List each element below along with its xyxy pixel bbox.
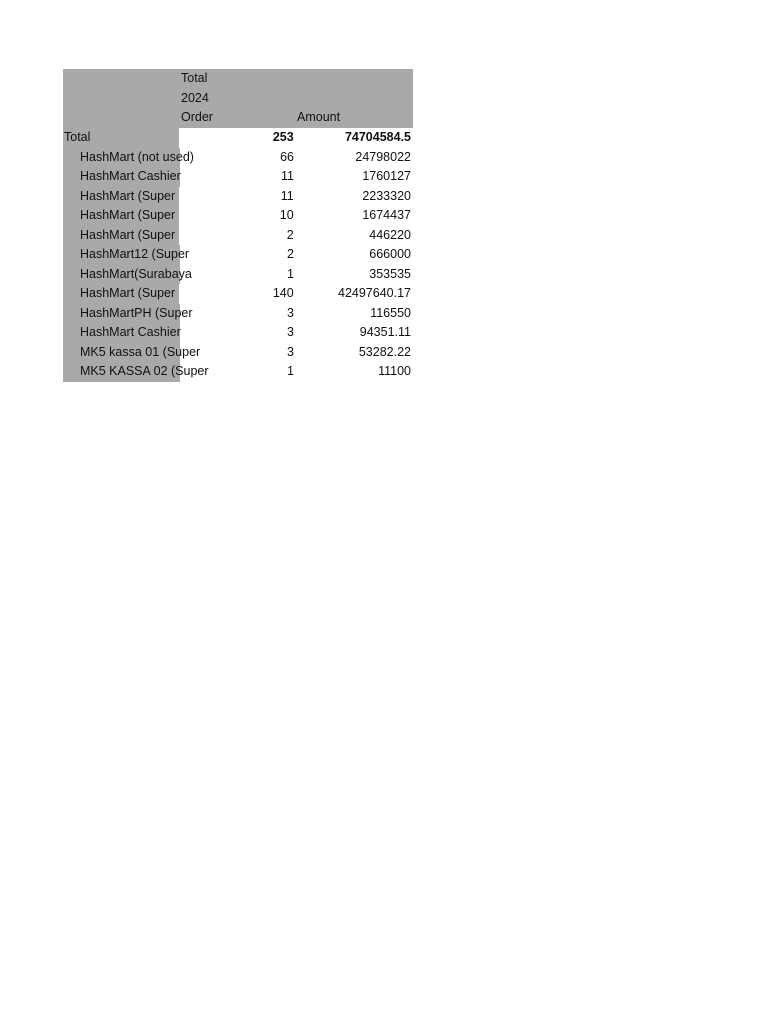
amount-value: 2233320 — [362, 188, 411, 203]
amount-value: 1760127 — [362, 169, 411, 183]
table-row[interactable] — [63, 167, 413, 187]
amount-value: 666000 — [369, 247, 411, 261]
row-label: MK5 kassa 01 (Super — [63, 343, 180, 363]
row-label: HashMart (Super — [63, 226, 179, 246]
order-value: 2 — [286, 227, 294, 242]
amount-column-header[interactable] — [297, 69, 413, 128]
pivot-table — [63, 69, 413, 382]
order-value: 66 — [280, 149, 294, 164]
table-row[interactable] — [63, 226, 413, 246]
total-row[interactable] — [63, 128, 413, 148]
order-header-line: Order — [181, 110, 213, 124]
order-value: 2 — [287, 247, 294, 261]
order-header-line: 2024 — [181, 90, 209, 105]
amount-value: 11100 — [378, 364, 411, 378]
row-label: HashMart Cashier — [63, 323, 180, 343]
amount-value: 1674437 — [362, 208, 411, 222]
table-row[interactable] — [63, 245, 413, 265]
amount-value: 116550 — [370, 305, 411, 320]
table-row[interactable] — [63, 362, 413, 382]
amount-value: 94351.11 — [359, 325, 411, 339]
table-row[interactable] — [63, 284, 413, 304]
order-value: 253 — [272, 130, 294, 144]
row-label: HashMart12 (Super — [63, 245, 180, 265]
amount-header-label: Amount — [297, 110, 341, 124]
order-value: 140 — [272, 286, 294, 300]
order-value: 3 — [287, 344, 294, 359]
amount-value: 24798022 — [355, 149, 411, 164]
order-value: 3 — [287, 325, 294, 339]
amount-value: 42497640.17 — [338, 286, 411, 300]
row-label: Total — [63, 128, 179, 148]
order-value: 11 — [280, 188, 294, 203]
row-label: HashMart Cashier — [63, 167, 180, 187]
row-label: HashMart(Surabaya — [63, 265, 180, 285]
table-row[interactable] — [63, 148, 413, 168]
row-label: HashMart (Super — [63, 187, 179, 207]
table-row[interactable] — [63, 343, 413, 363]
amount-value: 446220 — [369, 227, 411, 242]
order-value: 1 — [287, 364, 294, 378]
order-value: 3 — [287, 305, 294, 320]
row-label: HashMart (Super — [63, 206, 179, 226]
row-label: MK5 KASSA 02 (Super — [63, 362, 180, 382]
row-label: HashMart (Super — [63, 284, 179, 304]
order-value: 10 — [279, 208, 294, 222]
amount-value: 74704584.5 — [344, 130, 411, 144]
pivot-header — [63, 69, 413, 128]
order-header-line: Total — [181, 71, 208, 85]
table-row[interactable] — [63, 206, 413, 226]
order-value: 11 — [281, 169, 294, 183]
table-row[interactable] — [63, 323, 413, 343]
table-row[interactable] — [63, 187, 413, 207]
order-value: 1 — [287, 266, 294, 281]
amount-value: 53282.22 — [358, 344, 411, 359]
row-label-header — [63, 69, 180, 128]
table-row[interactable] — [63, 304, 413, 324]
row-label: HashMart (not used) — [63, 148, 180, 168]
order-column-header[interactable] — [180, 69, 297, 128]
table-row[interactable] — [63, 265, 413, 285]
amount-value: 353535 — [369, 266, 411, 281]
row-label: HashMartPH (Super — [63, 304, 180, 324]
